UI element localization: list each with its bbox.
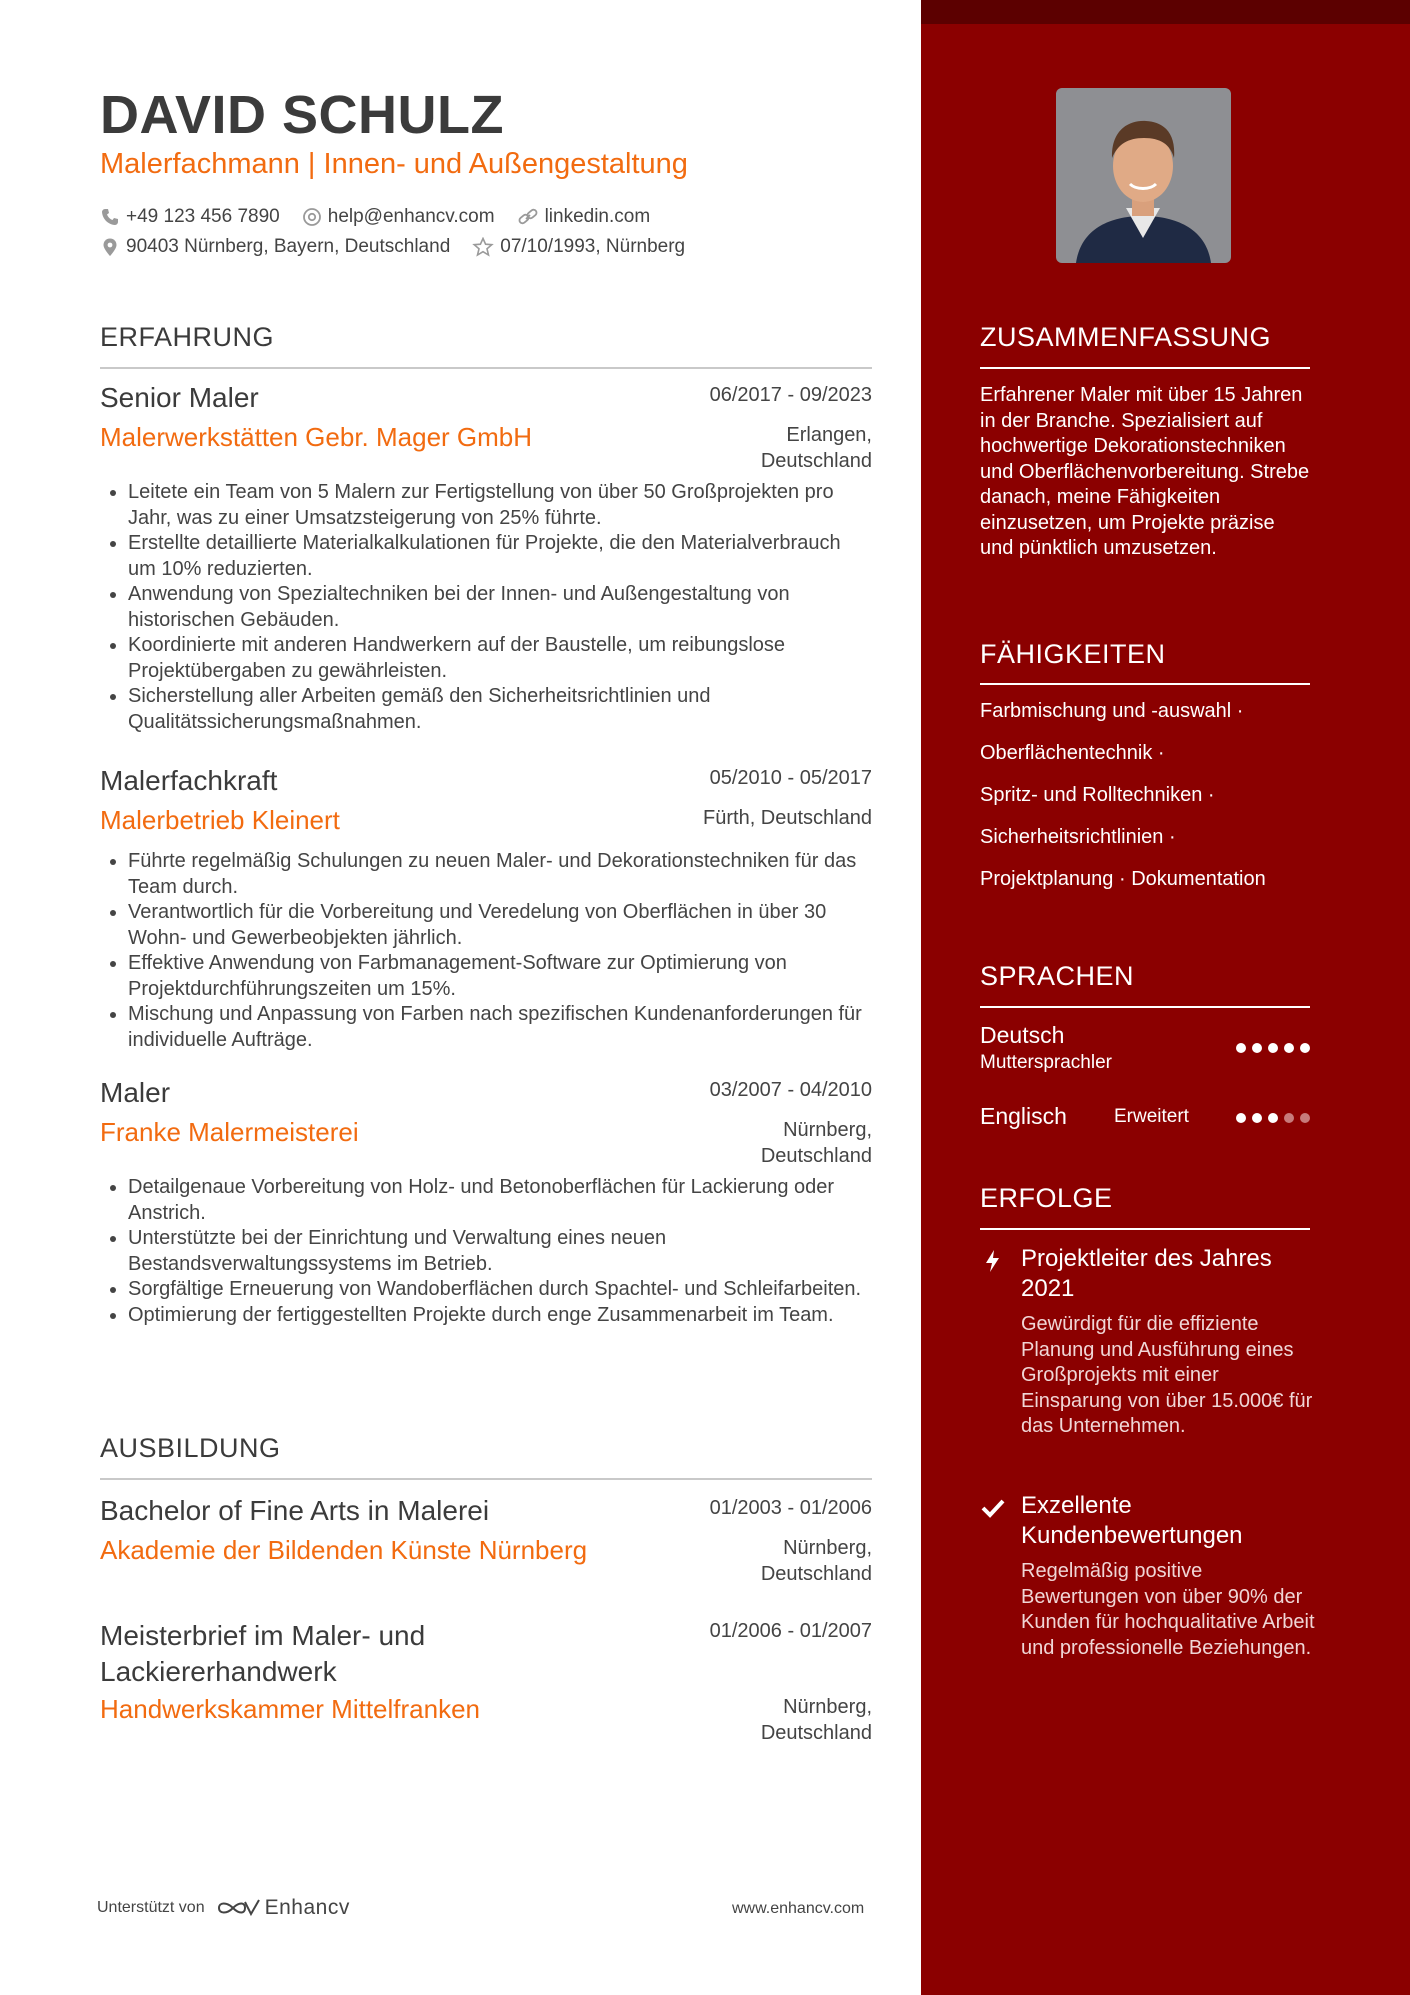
job-bullets <box>100 1175 872 1328</box>
education-date: 01/2003 - 01/2006 <box>709 1497 872 1519</box>
language-level: Muttersprachler <box>980 1052 1112 1073</box>
at-icon <box>302 207 322 227</box>
skill-item: Oberflächentechnik · <box>980 742 1165 764</box>
education-location: Nürnberg, Deutschland <box>760 1537 872 1585</box>
job-bullets <box>100 480 872 735</box>
experience-heading: ERFAHRUNG <box>100 322 275 352</box>
bolt-icon <box>980 1248 1006 1274</box>
location-text: 90403 Nürnberg, Bayern, Deutschland <box>126 236 451 257</box>
job-bullet: Führte regelmäßig Schulungen zu neuen Maler- und Dekorationstechniken für das Team durch. <box>100 849 872 900</box>
enhancv-logo-icon <box>215 1896 263 1920</box>
achievement-title: Projektleiter des Jahres 2021 <box>1021 1245 1272 1302</box>
education-heading: AUSBILDUNG <box>100 1433 281 1463</box>
job-entry <box>100 382 872 735</box>
education-date: 01/2006 - 01/2007 <box>709 1620 872 1642</box>
job-bullet: Koordinierte mit anderen Handwerkern auf der Baustelle, um reibungslose Projektübergaben zu gewährleisten. <box>100 633 872 684</box>
job-bullet: Detailgenaue Vorbereitung von Holz- und Betonoberflächen für Lackierung oder Anstrich. <box>100 1175 872 1226</box>
phone-contact[interactable] <box>100 206 280 228</box>
rating-dot <box>1284 1043 1294 1053</box>
birth-contact <box>472 236 685 258</box>
job-date: 06/2017 - 09/2023 <box>709 384 872 406</box>
email-contact[interactable] <box>302 206 495 228</box>
language-name: Englisch <box>980 1103 1067 1129</box>
profile-photo <box>1056 88 1231 263</box>
achievement-item <box>980 1491 1320 1661</box>
rating-dot <box>1236 1043 1246 1053</box>
achievement-title: Exzellente Kundenbewertungen <box>1021 1492 1243 1549</box>
avatar <box>1056 88 1231 263</box>
job-bullet: Leitete ein Team von 5 Malern zur Fertigstellung von über 50 Großprojekten pro Jahr, was zu einer Umsatzsteigerung von 25% führte. <box>100 480 872 531</box>
birth-text: 07/10/1993, Nürnberg <box>500 236 686 257</box>
job-title: Maler <box>100 1077 171 1108</box>
job-date: 05/2010 - 05/2017 <box>709 767 872 789</box>
rating-dot <box>1284 1113 1294 1123</box>
summary-text: Erfahrener Maler mit über 15 Jahren in der Branche. Spezialisiert auf hochwertige Dekorationstechniken und Oberflächenvorbereitung. Strebe danach, meine Fähigkeiten einzusetzen, um Projekte präzise und pünktlich umzusetzen. <box>980 384 1310 559</box>
achievements-heading: ERFOLGE <box>980 1183 1113 1213</box>
language-rating <box>1236 1113 1316 1123</box>
linkedin-contact[interactable] <box>517 206 651 228</box>
job-bullet: Sicherstellung aller Arbeiten gemäß den Sicherheitsrichtlinien und Qualitätssicherungsmaßnahmen. <box>100 684 872 735</box>
job-date: 03/2007 - 04/2010 <box>709 1079 872 1101</box>
job-title: Malerfachkraft <box>100 765 278 796</box>
phone-icon <box>100 207 120 227</box>
rating-dot <box>1252 1043 1262 1053</box>
footer-url[interactable]: www.enhancv.com <box>732 1900 865 1917</box>
job-entry <box>100 765 872 1053</box>
candidate-role: Malerfachmann | Innen- und Außengestaltung <box>100 148 688 180</box>
job-bullet: Optimierung der fertiggestellten Projekte durch enge Zusammenarbeit im Team. <box>100 1303 872 1329</box>
summary-divider <box>980 367 1310 369</box>
language-level: Erweitert <box>1114 1106 1189 1127</box>
location-contact <box>100 236 450 258</box>
job-bullet: Anwendung von Spezialtechniken bei der Innen- und Außengestaltung von historischen Gebäuden. <box>100 582 872 633</box>
job-bullet: Verantwortlich für die Vorbereitung und Veredelung von Oberflächen in über 30 Wohn- und Gewerbeobjekten jährlich. <box>100 900 872 951</box>
job-bullet: Mischung und Anpassung von Farben nach spezifischen Kundenanforderungen für individuelle Aufträge. <box>100 1002 872 1053</box>
location-pin-icon <box>100 237 120 257</box>
job-title: Senior Maler <box>100 382 259 413</box>
linkedin-text: linkedin.com <box>544 206 651 227</box>
rating-dot <box>1300 1113 1310 1123</box>
link-icon <box>517 207 539 227</box>
skills-heading: FÄHIGKEITEN <box>980 639 1166 669</box>
job-bullet: Unterstützte bei der Einrichtung und Verwaltung eines neuen Bestandsverwaltungssystems im Betrieb. <box>100 1226 872 1277</box>
language-name: Deutsch <box>980 1022 1065 1048</box>
rating-dot <box>1268 1043 1278 1053</box>
job-company: Malerwerkstätten Gebr. Mager GmbH <box>100 422 533 452</box>
candidate-name: DAVID SCHULZ <box>100 85 504 145</box>
education-school: Akademie der Bildenden Künste Nürnberg <box>100 1535 588 1565</box>
sidebar <box>921 0 1410 1995</box>
job-company: Malerbetrieb Kleinert <box>100 805 340 835</box>
job-entry <box>100 1077 872 1328</box>
footer-brand: Enhancv <box>264 1896 350 1919</box>
rating-dot <box>1268 1113 1278 1123</box>
job-bullet: Sorgfältige Erneuerung von Wandoberflächen durch Spachtel- und Schleifarbeiten. <box>100 1277 872 1303</box>
achievement-desc: Regelmäßig positive Bewertungen von über 90% der Kunden für hochqualitative Arbeit und professionelle Beziehungen. <box>1021 1560 1315 1659</box>
contact-info <box>100 202 707 262</box>
footer-powered-text: Unterstützt von <box>97 1899 205 1916</box>
education-entry <box>100 1618 872 1748</box>
job-bullets <box>100 849 872 1053</box>
achievement-item <box>980 1244 1320 1440</box>
experience-divider <box>100 367 872 369</box>
education-degree: Bachelor of Fine Arts in Malerei <box>100 1495 490 1526</box>
job-bullet: Erstellte detaillierte Materialkalkulationen für Projekte, die den Materialverbrauch um 10% reduzierten. <box>100 531 872 582</box>
rating-dot <box>1236 1113 1246 1123</box>
footer-powered <box>97 1896 350 1920</box>
skill-item: Projektplanung · Dokumentation <box>980 868 1266 890</box>
job-location: Erlangen, Deutschland <box>760 424 872 472</box>
achievement-desc: Gewürdigt für die effiziente Planung und Ausführung eines Großprojekts mit einer Einsparung von über 15.000€ für das Unternehmen. <box>1021 1313 1313 1437</box>
skill-item: Sicherheitsrichtlinien · <box>980 826 1176 848</box>
rating-dot <box>1300 1043 1310 1053</box>
job-bullet: Effektive Anwendung von Farbmanagement-Software zur Optimierung von Projektdurchführungszeiten um 15%. <box>100 951 872 1002</box>
job-location: Fürth, Deutschland <box>703 807 872 829</box>
check-icon <box>980 1495 1006 1521</box>
languages-heading: SPRACHEN <box>980 961 1135 991</box>
job-company: Franke Malermeisterei <box>100 1117 359 1147</box>
skill-item: Spritz- und Rolltechniken · <box>980 784 1215 806</box>
education-entry <box>100 1495 872 1589</box>
skill-item: Farbmischung und -auswahl · <box>980 700 1244 722</box>
education-divider <box>100 1478 872 1480</box>
skills-divider <box>980 683 1310 685</box>
language-rating <box>1236 1043 1316 1053</box>
job-location: Nürnberg, Deutschland <box>760 1119 872 1167</box>
achievements-divider <box>980 1228 1310 1230</box>
phone-text: +49 123 456 7890 <box>126 206 280 227</box>
education-degree: Meisterbrief im Maler- und Lackiererhandwerk <box>100 1620 426 1687</box>
email-text: help@enhancv.com <box>327 206 495 227</box>
languages-divider <box>980 1006 1310 1008</box>
education-location: Nürnberg, Deutschland <box>760 1696 872 1744</box>
rating-dot <box>1252 1113 1262 1123</box>
education-school: Handwerkskammer Mittelfranken <box>100 1694 481 1724</box>
star-icon <box>472 237 494 257</box>
summary-heading: ZUSAMMENFASSUNG <box>980 322 1272 352</box>
